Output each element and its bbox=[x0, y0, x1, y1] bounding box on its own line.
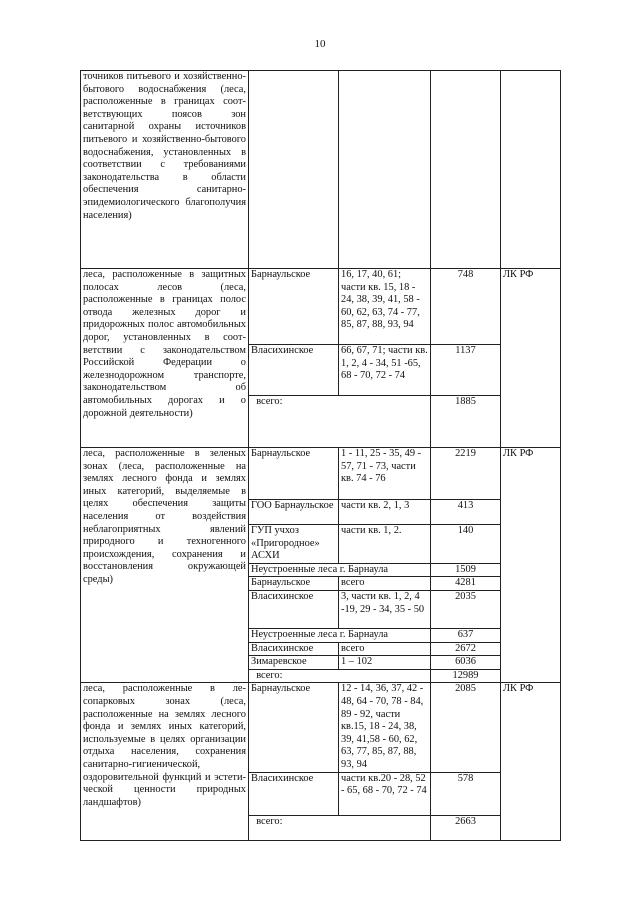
category-description: леса, расположенные в зеленых зонах (леса, расположенные на землях лесного фонда и землях иных категорий, выделяемые в целях обеспечения защиты населения от воздействия неблагоприятных явлений природного и техногенного происхождения, сохранения и восстановления окружающей среды) bbox=[81, 448, 249, 683]
area-cell: 1509 bbox=[431, 563, 501, 577]
area-cell: 2672 bbox=[431, 642, 501, 656]
area-cell bbox=[431, 71, 501, 269]
district-cell: ГОО Барнаульское bbox=[249, 500, 339, 525]
table-row bbox=[81, 448, 561, 500]
area-cell: 2035 bbox=[431, 590, 501, 628]
total-label-text: всего: bbox=[256, 396, 283, 407]
district-cell: Неустроенные леса г. Барнаула bbox=[249, 628, 431, 642]
area-cell: 637 bbox=[431, 628, 501, 642]
area-cell: 2663 bbox=[431, 815, 501, 840]
total-label bbox=[249, 669, 431, 683]
quarters-cell: 66, 67, 71; части кв. 1, 2, 4 - 34, 51 -65, 68 - 70, 72 - 74 bbox=[339, 345, 431, 396]
district-cell: Власихинское bbox=[249, 772, 339, 815]
category-description: леса, расположенные в защитных полосах лесов (леса, расположенные в границах полос отвода железных дорог и придорожных полос автомобильных дорог, установленных в соответствии с законодательством Российской Федерации о железнодорожном транспорте, законодательством об автомобильных дорогах и о дорожной деятельности) bbox=[81, 269, 249, 448]
area-cell: 12989 bbox=[431, 669, 501, 683]
quarters-cell: части кв.20 - 28, 52 - 65, 68 - 70, 72 - 74 bbox=[339, 772, 431, 815]
forest-categories-table bbox=[80, 70, 561, 841]
district-cell: Барнаульское bbox=[249, 269, 339, 345]
district-cell: ГУП учхоз «Пригородное» АСХИ bbox=[249, 525, 339, 564]
basis-cell: ЛК РФ bbox=[501, 448, 561, 683]
quarters-cell: всего bbox=[339, 577, 431, 591]
basis-cell: ЛК РФ bbox=[501, 269, 561, 448]
basis-cell bbox=[501, 71, 561, 269]
table-row bbox=[81, 269, 561, 345]
total-label bbox=[249, 396, 431, 448]
page-number: 10 bbox=[314, 38, 326, 50]
quarters-cell: 3, части кв. 1, 2, 4 -19, 29 - 34, 35 - 50 bbox=[339, 590, 431, 628]
total-label-text: всего: bbox=[256, 815, 283, 827]
district-cell: Власихинское bbox=[249, 642, 339, 656]
table-row bbox=[81, 683, 561, 772]
district-cell: Барнаульское bbox=[249, 448, 339, 500]
category-description: точников питьевого и хозяйственно-бытового водоснабжения (леса, расположенные в границах соответствующих поясов зон санитарной охраны источников питьевого и хозяйственно-бытового водоснабжения, установленных в соответствии с требованиями законодательства в области обеспечения санитарно-эпидемиологического благополучия населения) bbox=[81, 71, 249, 269]
quarters-cell: всего bbox=[339, 642, 431, 656]
district-cell: Барнаульское bbox=[249, 577, 339, 591]
area-cell: 578 bbox=[431, 772, 501, 815]
district-cell: Неустроенные леса г. Барнаула bbox=[249, 563, 431, 577]
district-cell: Власихинское bbox=[249, 590, 339, 628]
area-cell: 2085 bbox=[431, 683, 501, 772]
district-cell: Зимаревское bbox=[249, 656, 339, 670]
quarters-cell: части кв. 2, 1, 3 bbox=[339, 500, 431, 525]
quarters-cell: 16, 17, 40, 61; части кв. 15, 18 - 24, 38, 39, 41, 58 - 60, 62, 63, 74 - 77, 85, 87, 88, 93, 94 bbox=[339, 269, 431, 345]
district-cell: Барнаульское bbox=[249, 683, 339, 772]
quarters-cell: части кв. 1, 2. bbox=[339, 525, 431, 564]
area-cell: 4281 bbox=[431, 577, 501, 591]
area-cell: 1137 bbox=[431, 345, 501, 396]
quarters-cell: 12 - 14, 36, 37, 42 - 48, 64 - 70, 78 - 84, 89 - 92, части кв.15, 18 - 24, 38, 39, 41,58 - 60, 62, 63, 77, 85, 87, 88, 93, 94 bbox=[339, 683, 431, 772]
area-cell: 413 bbox=[431, 500, 501, 525]
category-description: леса, расположенные в лесопарковых зонах (леса, расположенные на землях лесного фонда и землях иных категорий, используемые в целях организации отдыха населения, сохранения санитарно-гигиенической, оздоровительной функций и эстетической ценности природных ландшафтов) bbox=[81, 683, 249, 840]
area-cell: 6036 bbox=[431, 656, 501, 670]
quarters-cell: 1 - 11, 25 - 35, 49 - 57, 71 - 73, части кв. 74 - 76 bbox=[339, 448, 431, 500]
table-row bbox=[81, 71, 561, 269]
area-cell: 140 bbox=[431, 525, 501, 564]
quarters-cell bbox=[339, 71, 431, 269]
district-cell bbox=[249, 71, 339, 269]
total-label bbox=[249, 815, 431, 840]
area-cell: 748 bbox=[431, 269, 501, 345]
area-cell: 2219 bbox=[431, 448, 501, 500]
total-label-text: всего: bbox=[256, 669, 283, 681]
quarters-cell: 1 – 102 bbox=[339, 656, 431, 670]
area-cell: 1885 bbox=[431, 396, 501, 448]
basis-cell: ЛК РФ bbox=[501, 683, 561, 840]
district-cell: Власихинское bbox=[249, 345, 339, 396]
